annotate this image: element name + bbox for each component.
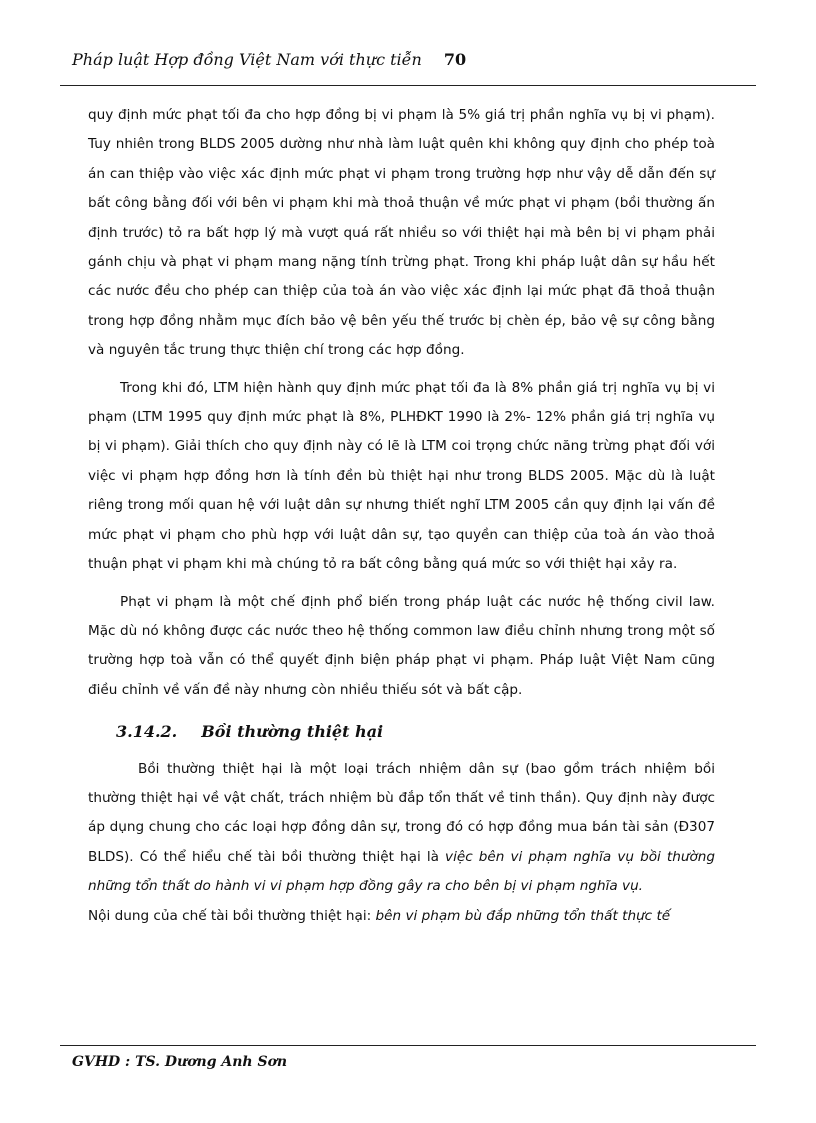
paragraph-5 (88, 902, 715, 931)
paragraph-4 (88, 755, 715, 902)
paragraph-5-emphasis: bên vi phạm bù đắp những tổn thất thực tế (375, 907, 671, 924)
header-title: Pháp luật Hợp đồng Việt Nam với thực tiễn (72, 50, 422, 69)
page-footer: GVHD : TS. Dương Anh Sơn (72, 1054, 288, 1070)
paragraph-2: Trong khi đó, LTM hiện hành quy định mức phạt tối đa là 8% phần giá trị nghĩa vụ bị vi phạm (LTM 1995 quy định mức phạt là 8%, PLHĐKT 1990 là 2%- 12% phần giá trị nghĩa vụ bị vi phạm). Giải thích cho quy định này có lẽ là LTM coi trọng chức năng trừng phạt đối với việc vi phạm hợp đồng hơn là tính đền bù thiệt hại như trong BLDS 2005. Mặc dù là luật riêng trong mối quan hệ với luật dân sự nhưng thiết nghĩ LTM 2005 cần quy định lại vấn đề mức phạt vi phạm cho phù hợp với luật dân sự, tạo quyền can thiệp của toà án vào thoả thuận phạt vi phạm khi mà chúng tỏ ra bất công bằng quá mức so với thiệt hại xảy ra. (88, 379, 715, 573)
paragraph-3: Phạt vi phạm là một chế định phổ biến trong pháp luật các nước hệ thống civil law. Mặc dù nó không được các nước theo hệ thống common law điều chỉnh nhưng trong một số trường hợp toà vẫn có thể quyết định biện pháp phạt vi phạm. Pháp luật Việt Nam cũng điều chỉnh về vấn đề này nhưng còn nhiều thiếu sót và bất cập. (88, 593, 715, 698)
header-rule (60, 85, 756, 86)
page-body (88, 101, 715, 931)
page-number: 70 (443, 50, 467, 69)
paragraph-1: quy định mức phạt tối đa cho hợp đồng bị vi phạm là 5% giá trị phần nghĩa vụ bị vi phạm). Tuy nhiên trong BLDS 2005 dường như nhà làm luật quên khi không quy định cho phép toà án can thiệp vào việc xác định mức phạt vi phạm trong trường hợp như vậy dễ dẫn đến sự bất công bằng đối với bên vi phạm khi mà thoả thuận về mức phạt vi phạm (bồi thường ấn định trước) tỏ ra bất hợp lý mà vượt quá rất nhiều so với thiệt hại mà bên bị vi phạm phải gánh chịu và phạt vi phạm mang nặng tính trừng phạt. Trong khi pháp luật dân sự hầu hết các nước đều cho phép can thiệp của toà án vào việc xác định lại mức phạt đã thoả thuận trong hợp đồng nhằm mục đích bảo vệ bên yếu thế trước bị chèn ép, bảo vệ sự công bằng và nguyên tắc trung thực thiện chí trong các hợp đồng. (88, 107, 715, 359)
footer-rule (60, 1045, 756, 1046)
section-heading (116, 717, 715, 746)
paragraph-4-text: Bồi thường thiệt hại là một loại trách nhiệm dân sự (bao gồm trách nhiệm bồi thường thiệt hại về vật chất, trách nhiệm bù đắp tổn thất về tinh thần). Quy định này được áp dụng chung cho các loại hợp đồng dân sự, trong đó có hợp đồng mua bán tài sản (Đ307 BLDS). Có thể hiểu chế tài bồi thường thiệt hại là (88, 760, 715, 865)
paragraph-4-emphasis: việc bên vi phạm nghĩa vụ bồi thường những tổn thất do hành vi vi phạm hợp đồng gây ra cho bên bị vi phạm nghĩa vụ. (88, 848, 716, 895)
page-header (72, 50, 466, 69)
section-number: 3.14.2. (116, 722, 178, 742)
section-title: Bồi thường thiệt hại (201, 722, 384, 742)
paragraph-5-text: Nội dung của chế tài bồi thường thiệt hại: (88, 907, 376, 924)
